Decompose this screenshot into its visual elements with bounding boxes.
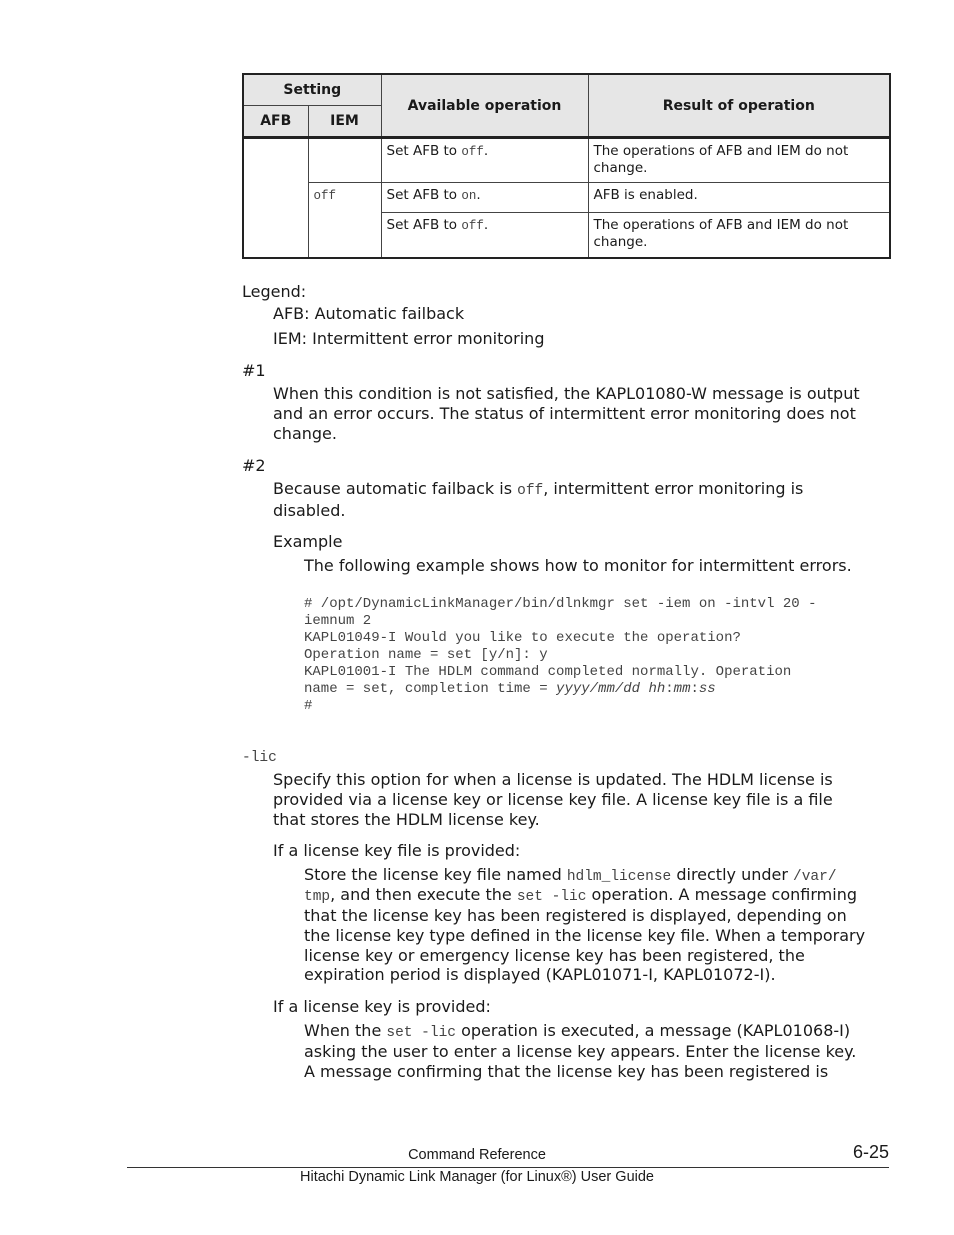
footer-divider (127, 1167, 889, 1168)
note2-text: Because automatic failback is off, intermittent error monitoring is disabled. (273, 479, 804, 520)
legend-afb: AFB: Automatic failback (273, 304, 465, 323)
header-available-operation: Available operation (381, 74, 588, 138)
example-desc: The following example shows how to monitor for intermittent errors. (304, 556, 852, 575)
file-case-line: expiration period is displayed (KAPL01071-I, KAPL01072-I). (304, 965, 776, 984)
table-row (243, 138, 890, 183)
operation-cell: Set AFB to off. (381, 213, 588, 258)
key-case-line: When the set -lic operation is executed, a message (KAPL01068-I) (304, 1021, 851, 1041)
note1-label: #1 (242, 361, 266, 380)
header-afb: AFB (243, 106, 308, 138)
footer-section: Command Reference (408, 1147, 546, 1163)
page-number: 6-25 (852, 1142, 889, 1162)
note1-text: When this condition is not satisfied, the KAPL01080-W message is output and an error occurs. The status of intermittent error monitoring does not change. (273, 384, 860, 443)
file-case-line: that the license key has been registered is displayed, depending on (304, 906, 847, 925)
table-row (243, 183, 890, 213)
operation-table (242, 73, 891, 259)
afb-cell (243, 138, 308, 258)
file-case-title: If a license key file is provided: (273, 841, 521, 860)
key-case-line: A message confirming that the license key has been registered is (304, 1062, 829, 1081)
key-case-title: If a license key is provided: (273, 997, 491, 1016)
operation-cell: Set AFB to on. (381, 183, 588, 213)
header-result-of-operation: Result of operation (588, 74, 890, 138)
lic-desc: Specify this option for when a license is updated. The HDLM license is provided via a license key or license key file. A license key file is a file that stores the HDLM license key. (273, 770, 833, 829)
operation-cell: Set AFB to off. (381, 138, 588, 183)
legend-title: Legend: (242, 282, 307, 301)
file-case-line: license key or emergency license key has been registered, the (304, 946, 805, 965)
file-case-line: the license key type defined in the license key file. When a temporary (304, 926, 866, 945)
result-cell: The operations of AFB and IEM do not change. (588, 213, 890, 258)
example-title: Example (273, 532, 343, 551)
iem-cell (308, 138, 381, 183)
note2-label: #2 (242, 456, 266, 475)
iem-cell: off (308, 183, 381, 258)
header-setting: Setting (243, 74, 381, 106)
result-cell: The operations of AFB and IEM do not change. (588, 138, 890, 183)
code-example: # /opt/DynamicLinkManager/bin/dlnkmgr set -iem on -intvl 20 - iemnum 2 KAPL01049-I Would you like to execute the operation? Operation name = set [y/n]: y KAPL01001-I The HDLM command completed normally. Operation name = set, completion time = yyyy/mm/dd hh:mm:ss # (304, 596, 817, 714)
file-case-line: Store the license key file named hdlm_license directly under /var/ (304, 865, 837, 885)
file-case-line: tmp, and then execute the set -lic operation. A message confirming (304, 885, 857, 905)
footer-guide-title: Hitachi Dynamic Link Manager (for Linux®) User Guide (300, 1169, 654, 1185)
lic-option: -lic (242, 750, 277, 766)
result-cell: AFB is enabled. (588, 183, 890, 213)
key-case-line: asking the user to enter a license key appears. Enter the license key. (304, 1042, 857, 1061)
legend-iem: IEM: Intermittent error monitoring (273, 329, 545, 348)
header-iem: IEM (308, 106, 381, 138)
